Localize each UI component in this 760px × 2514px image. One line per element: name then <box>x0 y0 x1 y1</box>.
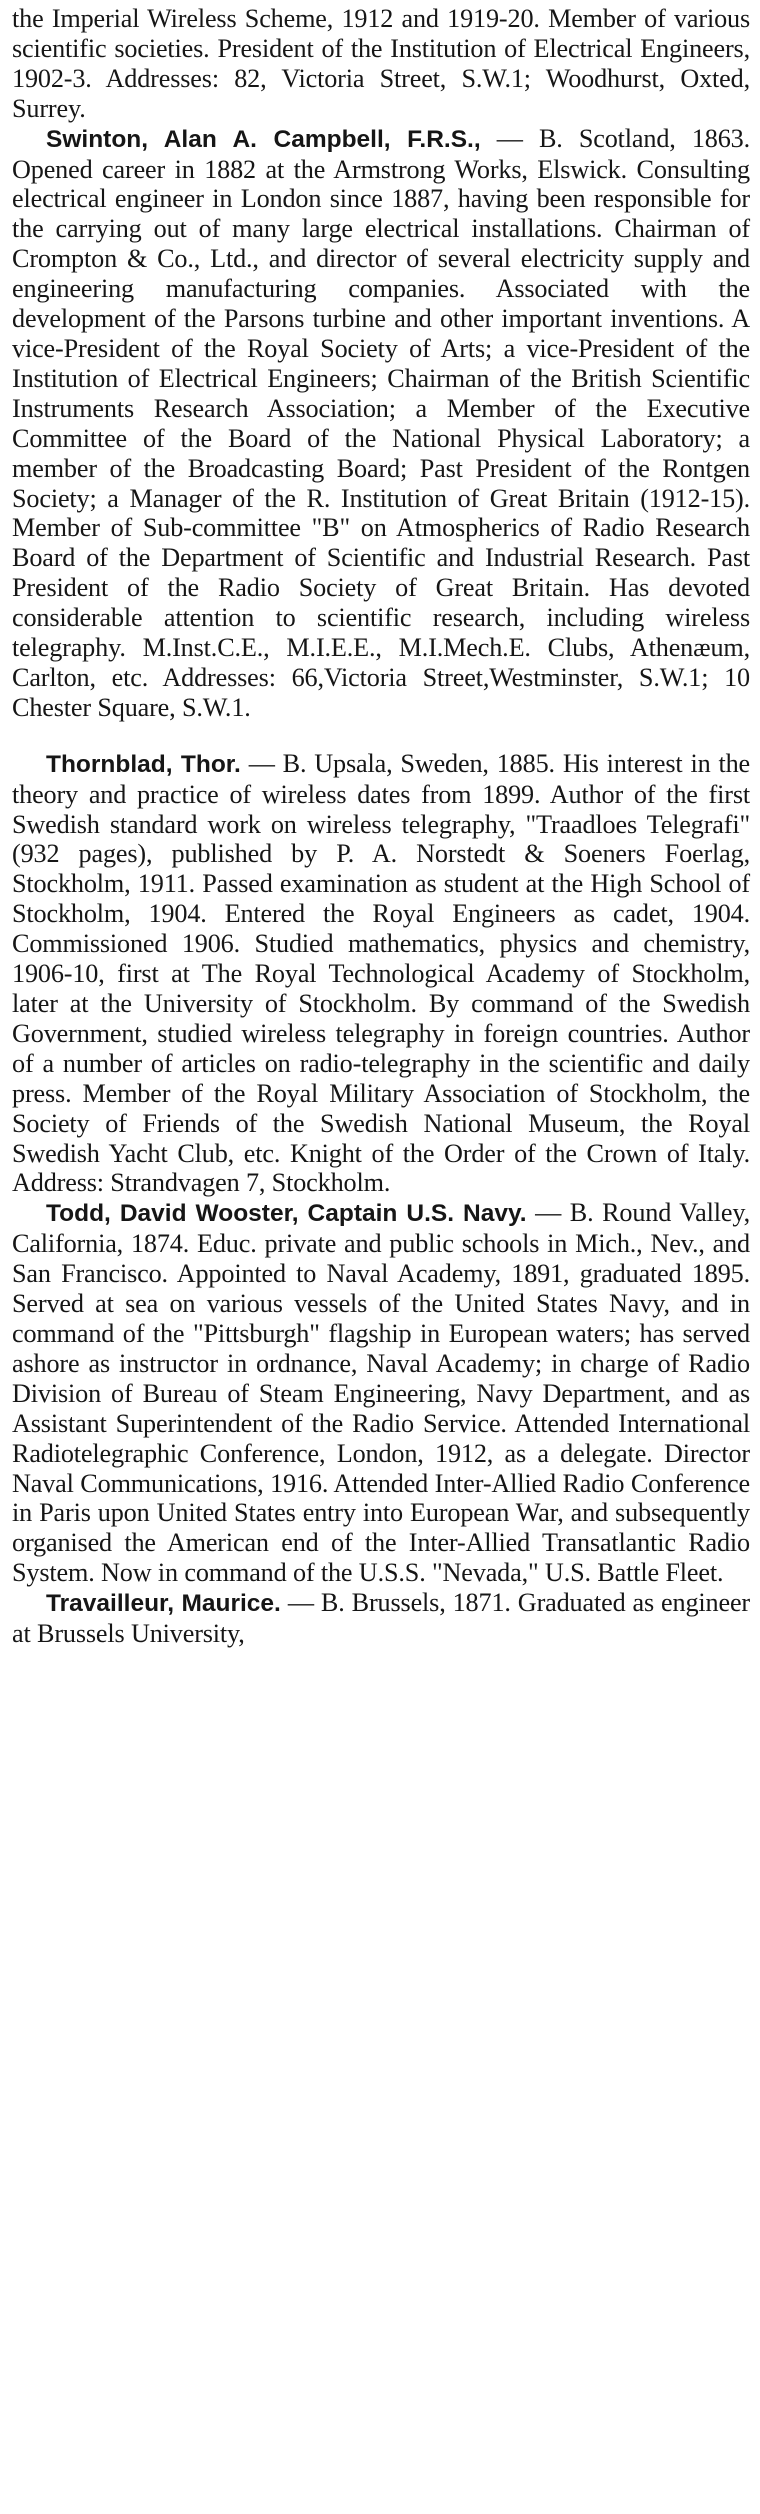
entry-name: Todd, David Wooster, Captain U.S. Navy. <box>46 1200 527 1228</box>
entry-text: — B. Brussels, 1871. Graduated as engineer at Brussels University, <box>12 1588 751 1649</box>
entry-travailleur <box>12 1588 750 1649</box>
continued-entry-text: the Imperial Wireless Scheme, 1912 and 1919-20. Member of various scientific societies. President of the Institution of Electrical Engineers, 1902-3. Addresses: 82, Victoria Street, S.W.1; Woodhurst, Oxted, Surrey. <box>12 4 750 123</box>
entry-thornblad <box>12 749 750 1199</box>
entry-name: Swinton, Alan A. Campbell, F.R.S., <box>46 125 481 153</box>
entry-text: — B. Upsala, Sweden, 1885. His interest in the theory and practice of wireless dates from 1899. Author of the first Swedish standard work on wireless telegraphy, "Traadloes Telegrafi" (932 pages), published by P. A. Norstedt & Soeners Foerlag, Stockholm, 1911. Passed examination as student at the High School of Stockholm, 1904. Entered the Royal Engineers as cadet, 1904. Commissioned 1906. Studied mathematics, physics and chemistry, 1906-10, first at The Royal Technological Academy of Stockholm, later at the University of Stockholm. By command of the Swedish Government, studied wireless telegraphy in foreign countries. Author of a number of articles on radio-telegraphy in the scientific and daily press. Member of the Royal Military Association of Stockholm, the Society of Friends of the Swedish National Museum, the Royal Swedish Yacht Club, etc. Knight of the Order of the Crown of Italy. Address: Strandvagen 7, Stockholm. <box>12 748 750 1198</box>
entry-swinton <box>12 124 750 723</box>
entry-text: — B. Scotland, 1863. Opened career in 1882 at the Armstrong Works, Elswick. Consulting electrical engineer in London since 1887, having been responsible for the carrying out of many large electrical installations. Chairman of Crompton & Co., Ltd., and director of several electricity supply and engineering manufacturing companies. Associated with the development of the Parsons turbine and other important inventions. A vice-President of the Royal Society of Arts; a vice-President of the Institution of Electrical Engineers; Chairman of the British Scientific Instruments Research Association; a Member of the Executive Committee of the Board of the National Physical Laboratory; a member of the Broadcasting Board; Past President of the Rontgen Society; a Manager of the R. Institution of Great Britain (1912-15). Member of Sub-committee "B" on Atmospherics of Radio Research Board of the Department of Scientific and Industrial Research. Past President of the Radio Society of Great Britain. Has devoted considerable attention to scientific research, including wireless telegraphy. M.Inst.C.E., M.I.E.E., M.I.Mech.E. Clubs, Athenæum, Carlton, etc. Addresses: 66,Victoria Street,Westminster, S.W.1; 10 Chester Square, S.W.1. <box>12 123 750 722</box>
entry-todd <box>12 1198 750 1588</box>
entry-name: Thornblad, Thor. <box>46 750 241 778</box>
entry-name: Travailleur, Maurice. <box>46 1590 281 1618</box>
entry-text: — B. Round Valley, California, 1874. Educ. private and public schools in Mich., Nev., and San Francisco. Appointed to Naval Academy, 1891, graduated 1895. Served at sea on various vessels of the United States Navy, and in command of the "Pittsburgh" flagship in European waters; has served ashore as instructor in ordnance, Naval Academy; in charge of Radio Division of Bureau of Steam Engineering, Navy Department, and as Assistant Superintendent of the Radio Service. Attended International Radiotelegraphic Conference, London, 1912, as a delegate. Director Naval Communications, 1916. Attended Inter-Allied Radio Conference in Paris upon United States entry into European War, and subsequently organised the American end of the Inter-Allied Transatlantic Radio System. Now in command of the U.S.S. "Nevada," U.S. Battle Fleet. <box>12 1198 750 1588</box>
